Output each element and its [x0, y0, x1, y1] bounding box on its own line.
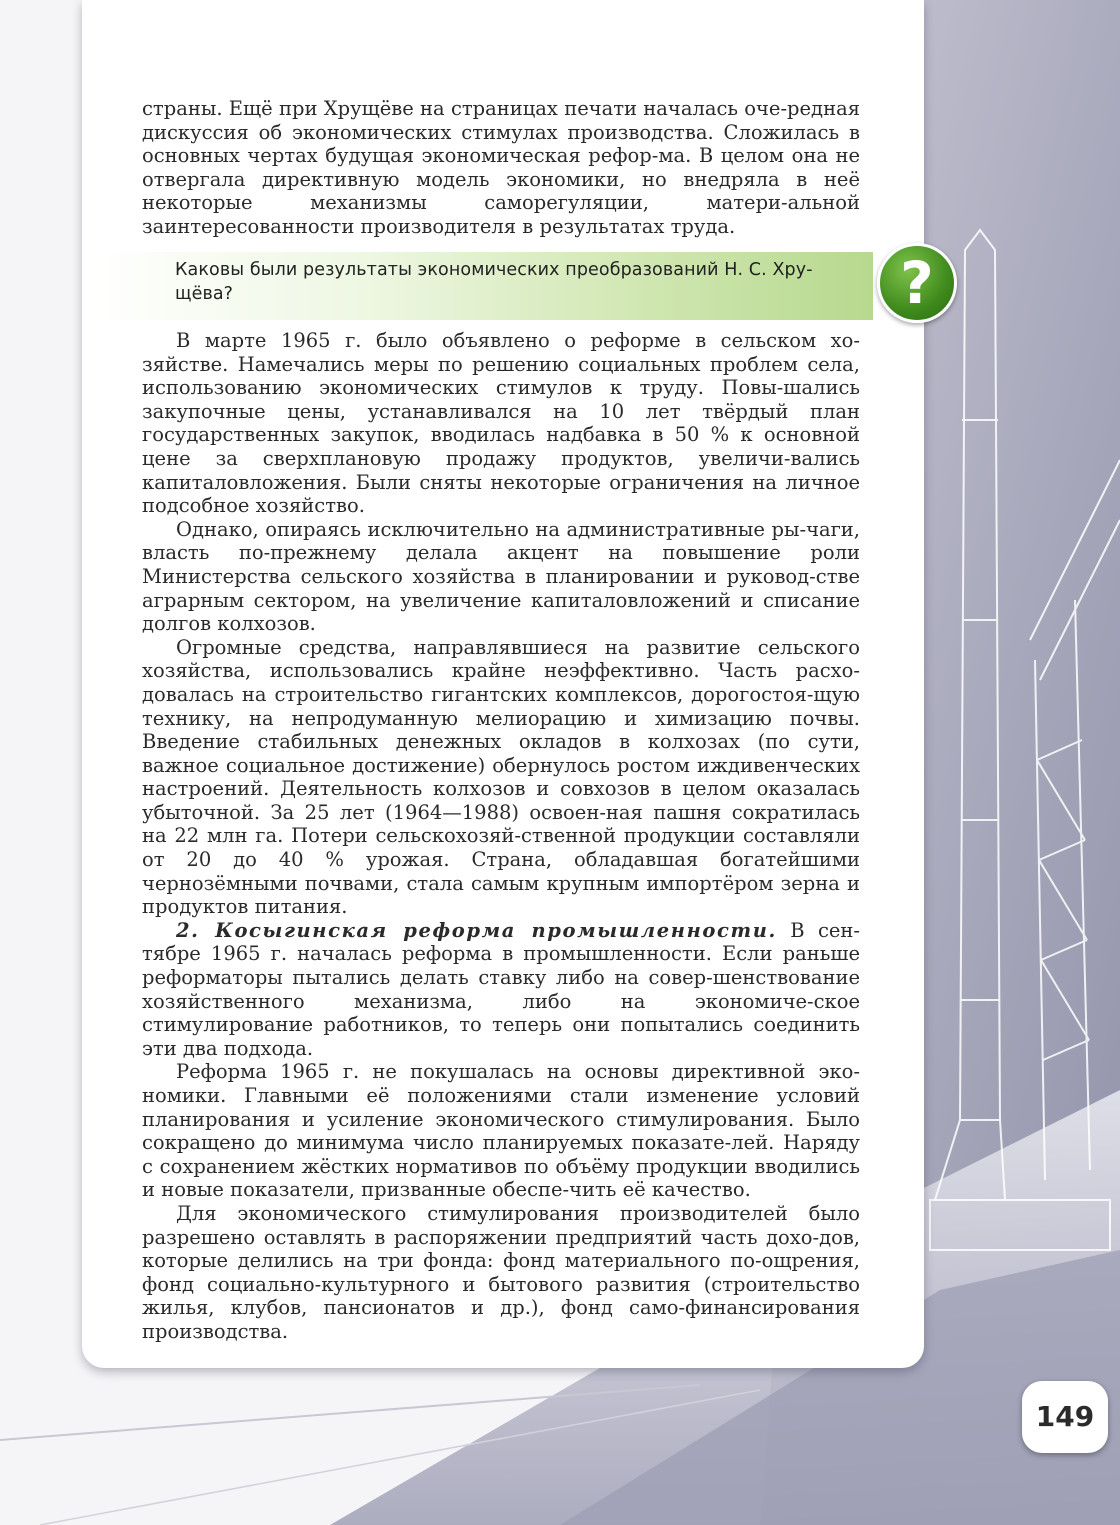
question-text: Каковы были результаты экономических преобразований Н. С. Хру-щёва? — [175, 260, 813, 304]
page-number: 149 — [1022, 1381, 1108, 1453]
paragraph-reform-1965: Реформа 1965 г. не покушалась на основы директивной эко-номики. Главными её положениями стали изменение условий планирования и усиление экономического стимулирования. Было сокращено до минимума число планируемых показате-лей. Наряду с сохранением жёстких нормативов по объёму продукции вводились и новые показатели, призванные обеспе-чить её качество. — [142, 1060, 860, 1202]
paragraph-administrative-levers: Однако, опираясь исключительно на административные ры-чаги, власть по-прежнему делала акцент на повышение роли Министерства сельского хозяйства в планировании и руковод-стве аграрным сектором, на увеличение капиталовложений и списание долгов колхозов. — [142, 517, 860, 636]
paragraph-section-2 — [142, 919, 860, 1061]
paragraph-funds: Для экономического стимулирования производителей было разрешено оставлять в распоряжении предприятий часть дохо-дов, которые делились на три фонда: фонд материального по-ощрения, фонд социально-культурного и бытового развития (строительство жилья, клубов, пансионатов и др.), фонд само-финансирования производства. — [142, 1201, 860, 1343]
paragraph-inefficiency: Огромные средства, направлявшиеся на развитие сельского хозяйства, использовались крайне неэффективно. Часть расхо-довалась на строительство гигантских комплексов, дорогостоя-щую технику, на непродуманную мелиорацию и химизацию почвы. Введение стабильных денежных окладов в колхозах (по сути, важное социальное достижение) обернулось ростом иждивенческих настроений. Деятельность колхозов и совхозов в целом оказалась убыточной. За 25 лет (1964—1988) освоен-ная пашня сократилась на 22 млн га. Потери сельскохозяй-ственной продукции составляли от 20 до 40 % урожая. Страна, обладавшая богатейшими чернозёмными почвами, стала самым крупным импортёром зерна и продуктов питания. — [142, 635, 860, 919]
section-heading: 2. Косыгинская реформа промышленности. — [176, 918, 777, 942]
question-mark-icon: ? — [877, 243, 957, 323]
paragraph-intro: страны. Ещё при Хрущёве на страницах печати началась оче-редная дискуссия об экономических стимулах производства. Сложилась в основных чертах будущая экономическая рефор-ма. В целом она не отвергала директивную модель экономики, но внедряла в неё некоторые механизмы саморегуляции, матери-альной заинтересованности производителя в результатах труда. — [142, 97, 860, 238]
text-column — [142, 97, 860, 239]
paragraph-agriculture-reform: В марте 1965 г. было объявлено о реформе в сельском хо-зяйстве. Намечались меры по решению социальных проблем села, использованию экономических стимулов к труду. Повы-шались закупочные цены, устанавливался на 10 лет твёрдый план государственных закупок, вводилась надбавка в 50 % к основной цене за сверхплановую продажу продуктов, увеличи-вались капиталовложения. Были сняты некоторые ограничения на личное подсобное хозяйство. — [142, 329, 860, 518]
main-text — [142, 329, 860, 1344]
section-lead-text: В сен-тябре 1965 г. началась реформа в промышленности. Если раньше реформаторы пытались делать ставку либо на совер-шенствование хозяйственного механизма, либо на экономиче-ское стимулирование работников, то теперь они попытались соединить эти два подхода. — [142, 918, 860, 1060]
